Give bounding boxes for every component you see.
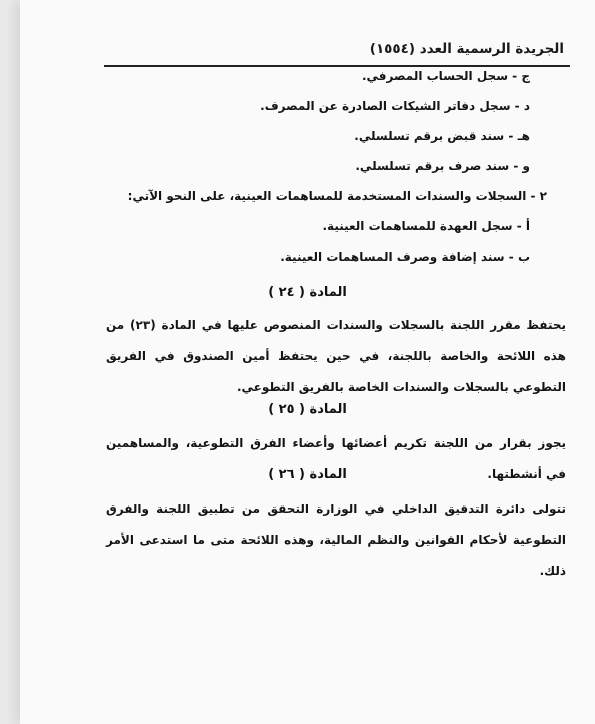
list-item-ba: ب - سند إضافة وصرف المساهمات العينية. [280,250,530,264]
list-item-jim: ج - سجل الحساب المصرفي. [361,69,530,83]
list-item-ha: هـ - سند قبض برقم تسلسلي. [354,129,530,143]
list-item-section-2: ٢ - السجلات والسندات المستخدمة للمساهمات العينية، على النحو الآتي: [127,189,547,203]
article-24-heading: المادة ( ٢٤ ) [268,285,347,300]
article-24-text: يحتفظ مقرر اللجنة بالسجلات والسندات المنصوص عليها في المادة (٢٣) من هذه اللائحة والخاصة باللجنة، في حين يحتفظ أمين الصندوق في الفريق التطوعي بالسجلات والسندات الخاصة بالفريق التطوعي. [106,318,566,394]
list-item-waw: و - سند صرف برقم تسلسلي. [355,159,530,173]
article-26-text: تتولى دائرة التدقيق الداخلي في الوزارة التحقق من تطبيق اللجنة والفرق التطوعية لأحكام القوانين والنظم المالية، وهذه اللائحة متى ما استدعى الأمر ذلك. [106,502,566,578]
list-item-alif: أ - سجل العهدة للمساهمات العينية. [322,219,530,233]
gazette-header: الجريدة الرسمية العدد (١٥٥٤) [369,41,564,57]
document-page [20,0,595,724]
article-25-heading: المادة ( ٢٥ ) [268,402,347,417]
article-25-text: يجوز بقرار من اللجنة تكريم أعضائها وأعضاء الفرق التطوعية، والمساهمين في أنشطتها. [106,436,566,481]
article-26-heading: المادة ( ٢٦ ) [268,467,347,482]
list-item-dal: د - سجل دفاتر الشيكات الصادرة عن المصرف. [260,99,530,113]
